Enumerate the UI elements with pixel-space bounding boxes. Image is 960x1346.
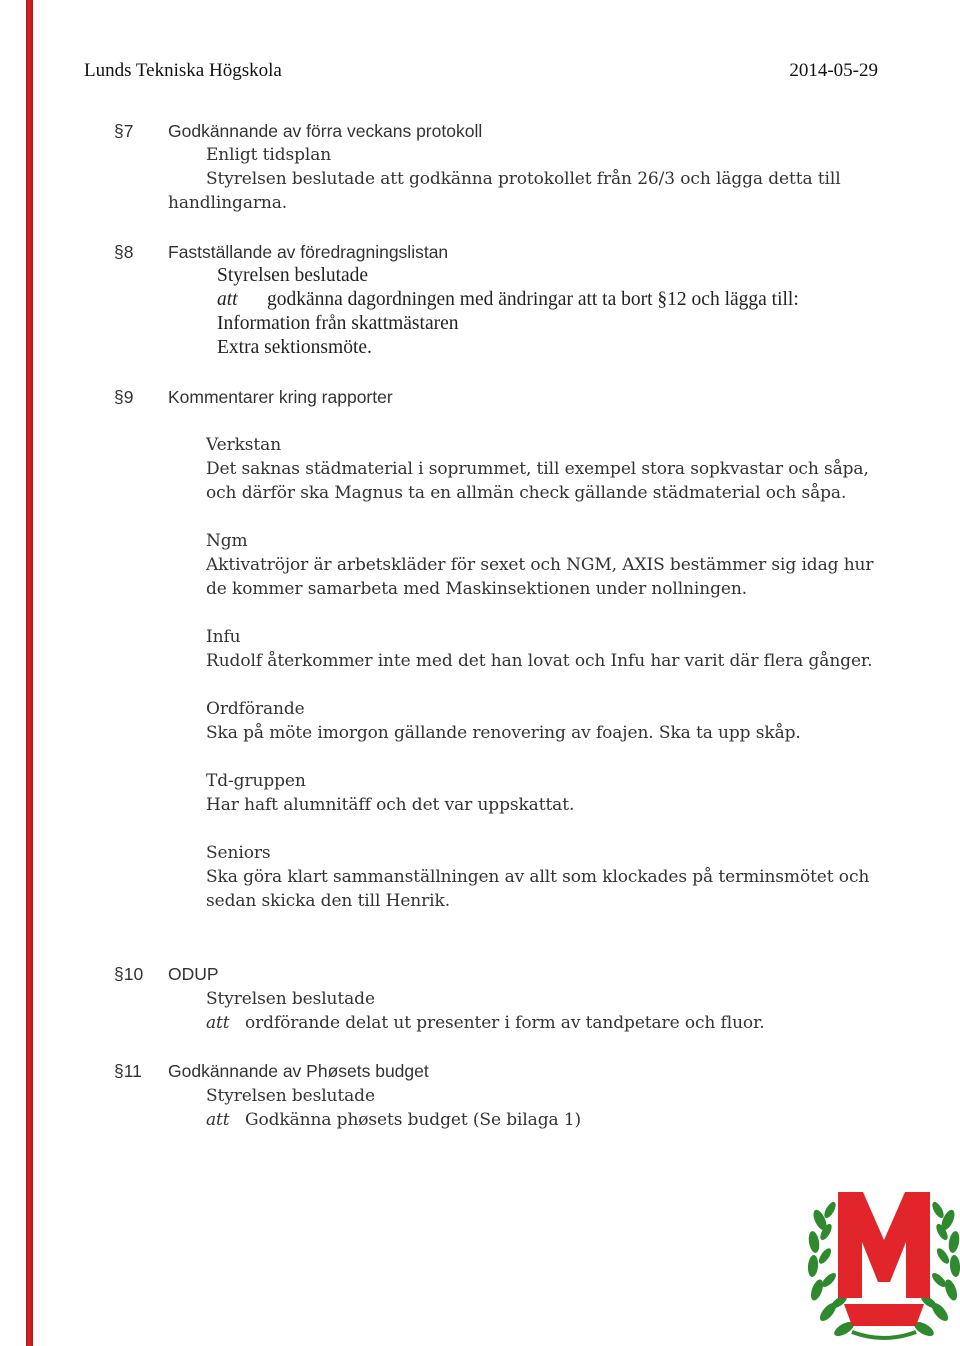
section-8-title: Fastställande av föredragningslistan [168, 242, 449, 262]
report-name: Td-gruppen [206, 771, 306, 791]
section-8-item: Information från skattmästaren [217, 313, 459, 334]
section-9-number: §9 [114, 387, 134, 407]
report-text: de kommer samarbeta med Maskinsektionen under nollningen. [206, 579, 747, 599]
header-date: 2014-05-29 [789, 60, 878, 81]
report-text: Har haft alumnitäff och det var uppskattat. [206, 795, 575, 815]
section-8-att: att [217, 289, 238, 310]
report-name: Verkstan [206, 435, 282, 455]
section-11-number: §11 [114, 1061, 142, 1081]
section-8-item: Extra sektionsmöte. [217, 337, 372, 358]
section-7-line: Enligt tidsplan [206, 145, 332, 165]
section-9-title: Kommentarer kring rapporter [168, 387, 393, 407]
report-text: Aktivatröjor är arbetskläder för sexet och NGM, AXIS bestämmer sig idag hur [206, 555, 874, 575]
page-header [84, 60, 878, 86]
section-10-title: ODUP [168, 964, 219, 984]
report-text: och därför ska Magnus ta en allmän check gällande städmaterial och såpa. [206, 483, 847, 503]
report-text: sedan skicka den till Henrik. [206, 891, 451, 911]
laurel-m-logo-icon [808, 1180, 960, 1346]
report-name: Seniors [206, 843, 271, 863]
report-name: Ngm [206, 531, 248, 551]
report-name: Ordförande [206, 699, 305, 719]
section-8-number: §8 [114, 242, 134, 262]
section-7-number: §7 [114, 121, 134, 141]
section-10-att-text: ordförande delat ut presenter i form av tandpetare och fluor. [245, 1013, 765, 1033]
section-11-title: Godkännande av Phøsets budget [168, 1061, 429, 1081]
left-margin-bar [26, 0, 33, 1346]
section-7-line: Styrelsen beslutade att godkänna protokollet från 26/3 och lägga detta till [206, 169, 841, 189]
report-name: Infu [206, 627, 241, 647]
header-institution: Lunds Tekniska Högskola [84, 60, 282, 81]
section-8-decision: Styrelsen beslutade [217, 265, 369, 286]
section-10-number: §10 [114, 964, 144, 984]
section-7-title: Godkännande av förra veckans protokoll [168, 121, 483, 141]
section-11-att: att [206, 1110, 230, 1130]
section-11-att-text: Godkänna phøsets budget (Se bilaga 1) [245, 1110, 582, 1130]
section-10-decision: Styrelsen beslutade [206, 989, 375, 1009]
section-10-att: att [206, 1013, 230, 1033]
report-text: Det saknas städmaterial i soprummet, till exempel stora sopkvastar och såpa, [206, 459, 869, 479]
report-text: Ska göra klart sammanställningen av allt som klockades på terminsmötet och [206, 867, 870, 887]
section-11-decision: Styrelsen beslutade [206, 1086, 375, 1106]
report-text: Rudolf återkommer inte med det han lovat och Infu har varit där flera gånger. [206, 651, 873, 671]
section-7-line: handlingarna. [168, 193, 288, 213]
report-text: Ska på möte imorgon gällande renovering av foajen. Ska ta upp skåp. [206, 723, 801, 743]
section-8-att-text: godkänna dagordningen med ändringar att ta bort §12 och lägga till: [267, 289, 799, 310]
